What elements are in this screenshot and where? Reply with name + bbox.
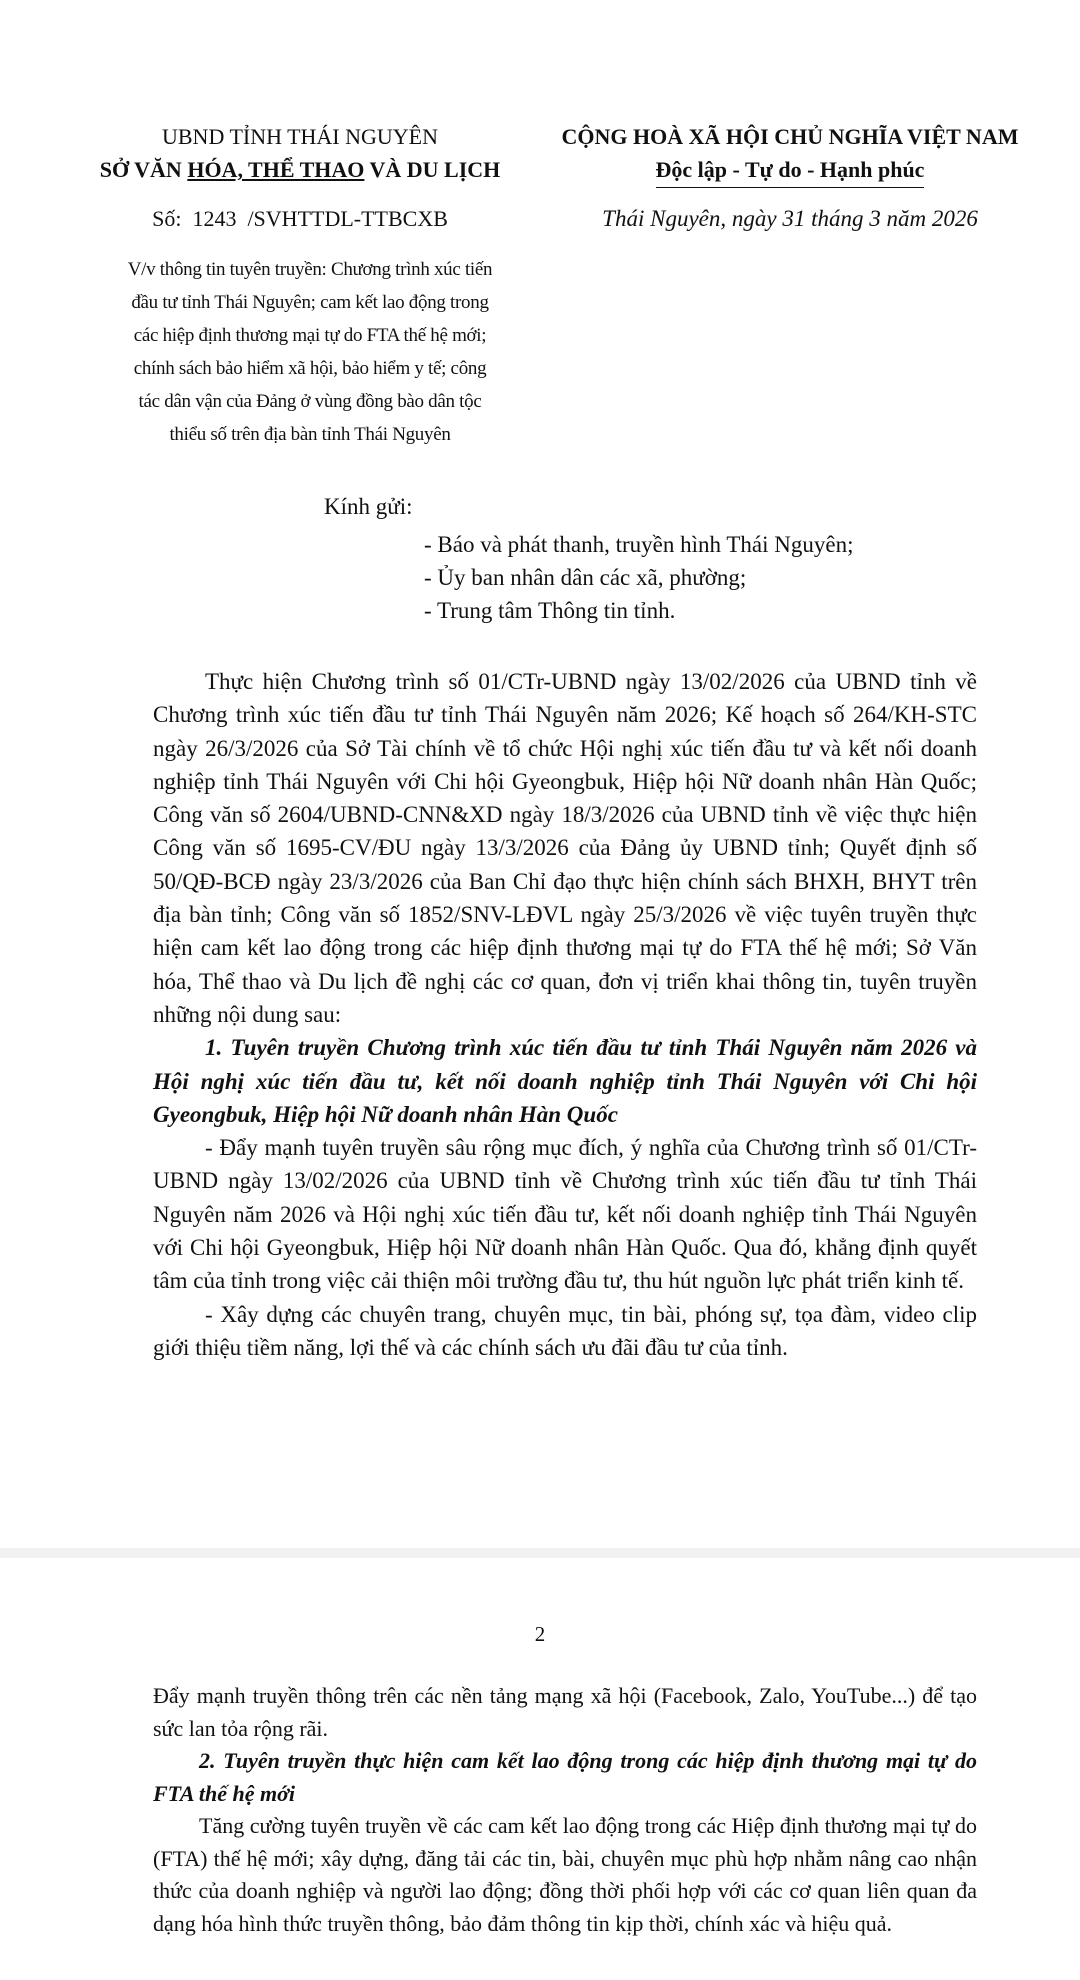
intro-paragraph: Thực hiện Chương trình số 01/CTr-UBND ngày 13/02/2026 của UBND tỉnh về Chương trình xúc tiến đầu tư tỉnh Thái Nguyên năm 2026; Kế hoạch số 264/KH-STC ngày 26/3/2026 của Sở Tài chính về tổ chức Hội nghị xúc tiến đầu tư và kết nối doanh nghiệp tỉnh Thái Nguyên với Chi hội Gyeongbuk, Hiệp hội Nữ doanh nhân Hàn Quốc; Công văn số 2604/UBND-CNN&XD ngày 18/3/2026 của UBND tỉnh về việc thực hiện Công văn số 1695-CV/ĐU ngày 13/3/2026 của Đảng ủy UBND tỉnh; Quyết định số 50/QĐ-BCĐ ngày 23/3/2026 của Ban Chỉ đạo thực hiện chính sách BHXH, BHYT trên địa bàn tỉnh; Công văn số 1852/SNV-LĐVL ngày 25/3/2026 về việc tuyên truyền thực hiện cam kết lao động trong các hiệp định thương mại tự do FTA thế hệ mới; Sở Văn hóa, Thể thao và Du lịch đề nghị các cơ quan, đơn vị triển khai thông tin, tuyên truyền những nội dung sau: — [153, 669, 977, 1027]
section1-heading: 1. Tuyên truyền Chương trình xúc tiến đầu tư tỉnh Thái Nguyên năm 2026 và Hội nghị xúc tiến đầu tư, kết nối doanh nghiệp tỉnh Thái Nguyên với Chi hội Gyeongbuk, Hiệp hội Nữ doanh nhân Hàn Quốc — [153, 1035, 977, 1127]
recipients-label: Kính gửi: — [324, 494, 413, 519]
subject-line: thiểu số trên địa bàn tỉnh Thái Nguyên — [169, 424, 451, 445]
issuing-agency-part3: VÀ DU LỊCH — [364, 157, 501, 182]
document-number: Số: 1243 /SVHTTDL-TTBCXB — [152, 206, 448, 231]
subject-line: chính sách bảo hiểm xã hội, bảo hiểm y tế; công — [133, 358, 487, 379]
subject-line: V/v thông tin tuyên truyền: Chương trình xúc tiến — [127, 259, 493, 280]
recipient-item: - Trung tâm Thông tin tỉnh. — [424, 598, 676, 623]
page-number: 2 — [534, 1622, 546, 1646]
issuing-agency-part2: HÓA, THỂ THAO — [187, 157, 365, 182]
national-heading-block — [540, 120, 1040, 188]
recipient-item: - Ủy ban nhân dân các xã, phường; — [424, 565, 747, 590]
page1-body — [153, 665, 977, 1364]
page-separator — [0, 1548, 1080, 1558]
recipients-list — [424, 528, 853, 627]
section2-paragraph: Tăng cường tuyên truyền về các cam kết lao động trong các Hiệp định thương mại tự do (FTA) thế hệ mới; xây dựng, đăng tải các tin, bài, chuyên mục phù hợp nhằm nâng cao nhận thức của doanh nghiệp và người lao động; đồng thời phối hợp với các cơ quan liên quan đa dạng hóa hình thức truyền thông, bảo đảm thông tin kịp thời, chính xác và hiệu quả. — [153, 1813, 977, 1936]
recipient-item: - Báo và phát thanh, truyền hình Thái Nguyên; — [424, 532, 854, 557]
subject-line: đầu tư tỉnh Thái Nguyên; cam kết lao động trong — [131, 292, 489, 313]
parent-agency: UBND TỈNH THÁI NGUYÊN — [162, 124, 438, 149]
section2-heading: 2. Tuyên truyền thực hiện cam kết lao động trong các hiệp định thương mại tự do FTA thế hệ mới — [153, 1748, 977, 1806]
issuing-agency — [60, 153, 540, 186]
page2-body — [153, 1680, 977, 1940]
national-motto: Độc lập - Tự do - Hạnh phúc — [656, 153, 925, 188]
continued-paragraph: Đẩy mạnh truyền thông trên các nền tảng mạng xã hội (Facebook, Zalo, YouTube...) để tạo sức lan tỏa rộng rãi. — [153, 1683, 977, 1741]
issuing-agency-part1: SỞ VĂN — [99, 157, 188, 182]
issuing-agency-block — [60, 120, 540, 186]
country-name: CỘNG HOÀ XÃ HỘI CHỦ NGHĨA VIỆT NAM — [561, 124, 1019, 149]
section1-paragraph: - Xây dựng các chuyên trang, chuyên mục, tin bài, phóng sự, tọa đàm, video clip giới thiệu tiềm năng, lợi thế và các chính sách ưu đãi đầu tư của tỉnh. — [153, 1301, 977, 1360]
section1-paragraph: - Đẩy mạnh tuyên truyền sâu rộng mục đích, ý nghĩa của Chương trình số 01/CTr-UBND ngày 13/02/2026 của UBND tỉnh về Chương trình xúc tiến đầu tư tỉnh Thái Nguyên năm 2026 và Hội nghị xúc tiến đầu tư, kết nối doanh nghiệp tỉnh Thái Nguyên với Chi hội Gyeongbuk, Hiệp hội Nữ doanh nhân Hàn Quốc. Qua đó, khẳng định quyết tâm của tỉnh trong việc cải thiện môi trường đầu tư, thu hút nguồn lực phát triển kinh tế. — [153, 1135, 977, 1294]
subject-summary — [90, 253, 530, 451]
subject-line: các hiệp định thương mại tự do FTA thế hệ mới; — [133, 325, 487, 346]
subject-line: tác dân vận của Đảng ở vùng đồng bào dân tộc — [138, 391, 482, 412]
date-line: Thái Nguyên, ngày 31 tháng 3 năm 2026 — [602, 206, 978, 231]
